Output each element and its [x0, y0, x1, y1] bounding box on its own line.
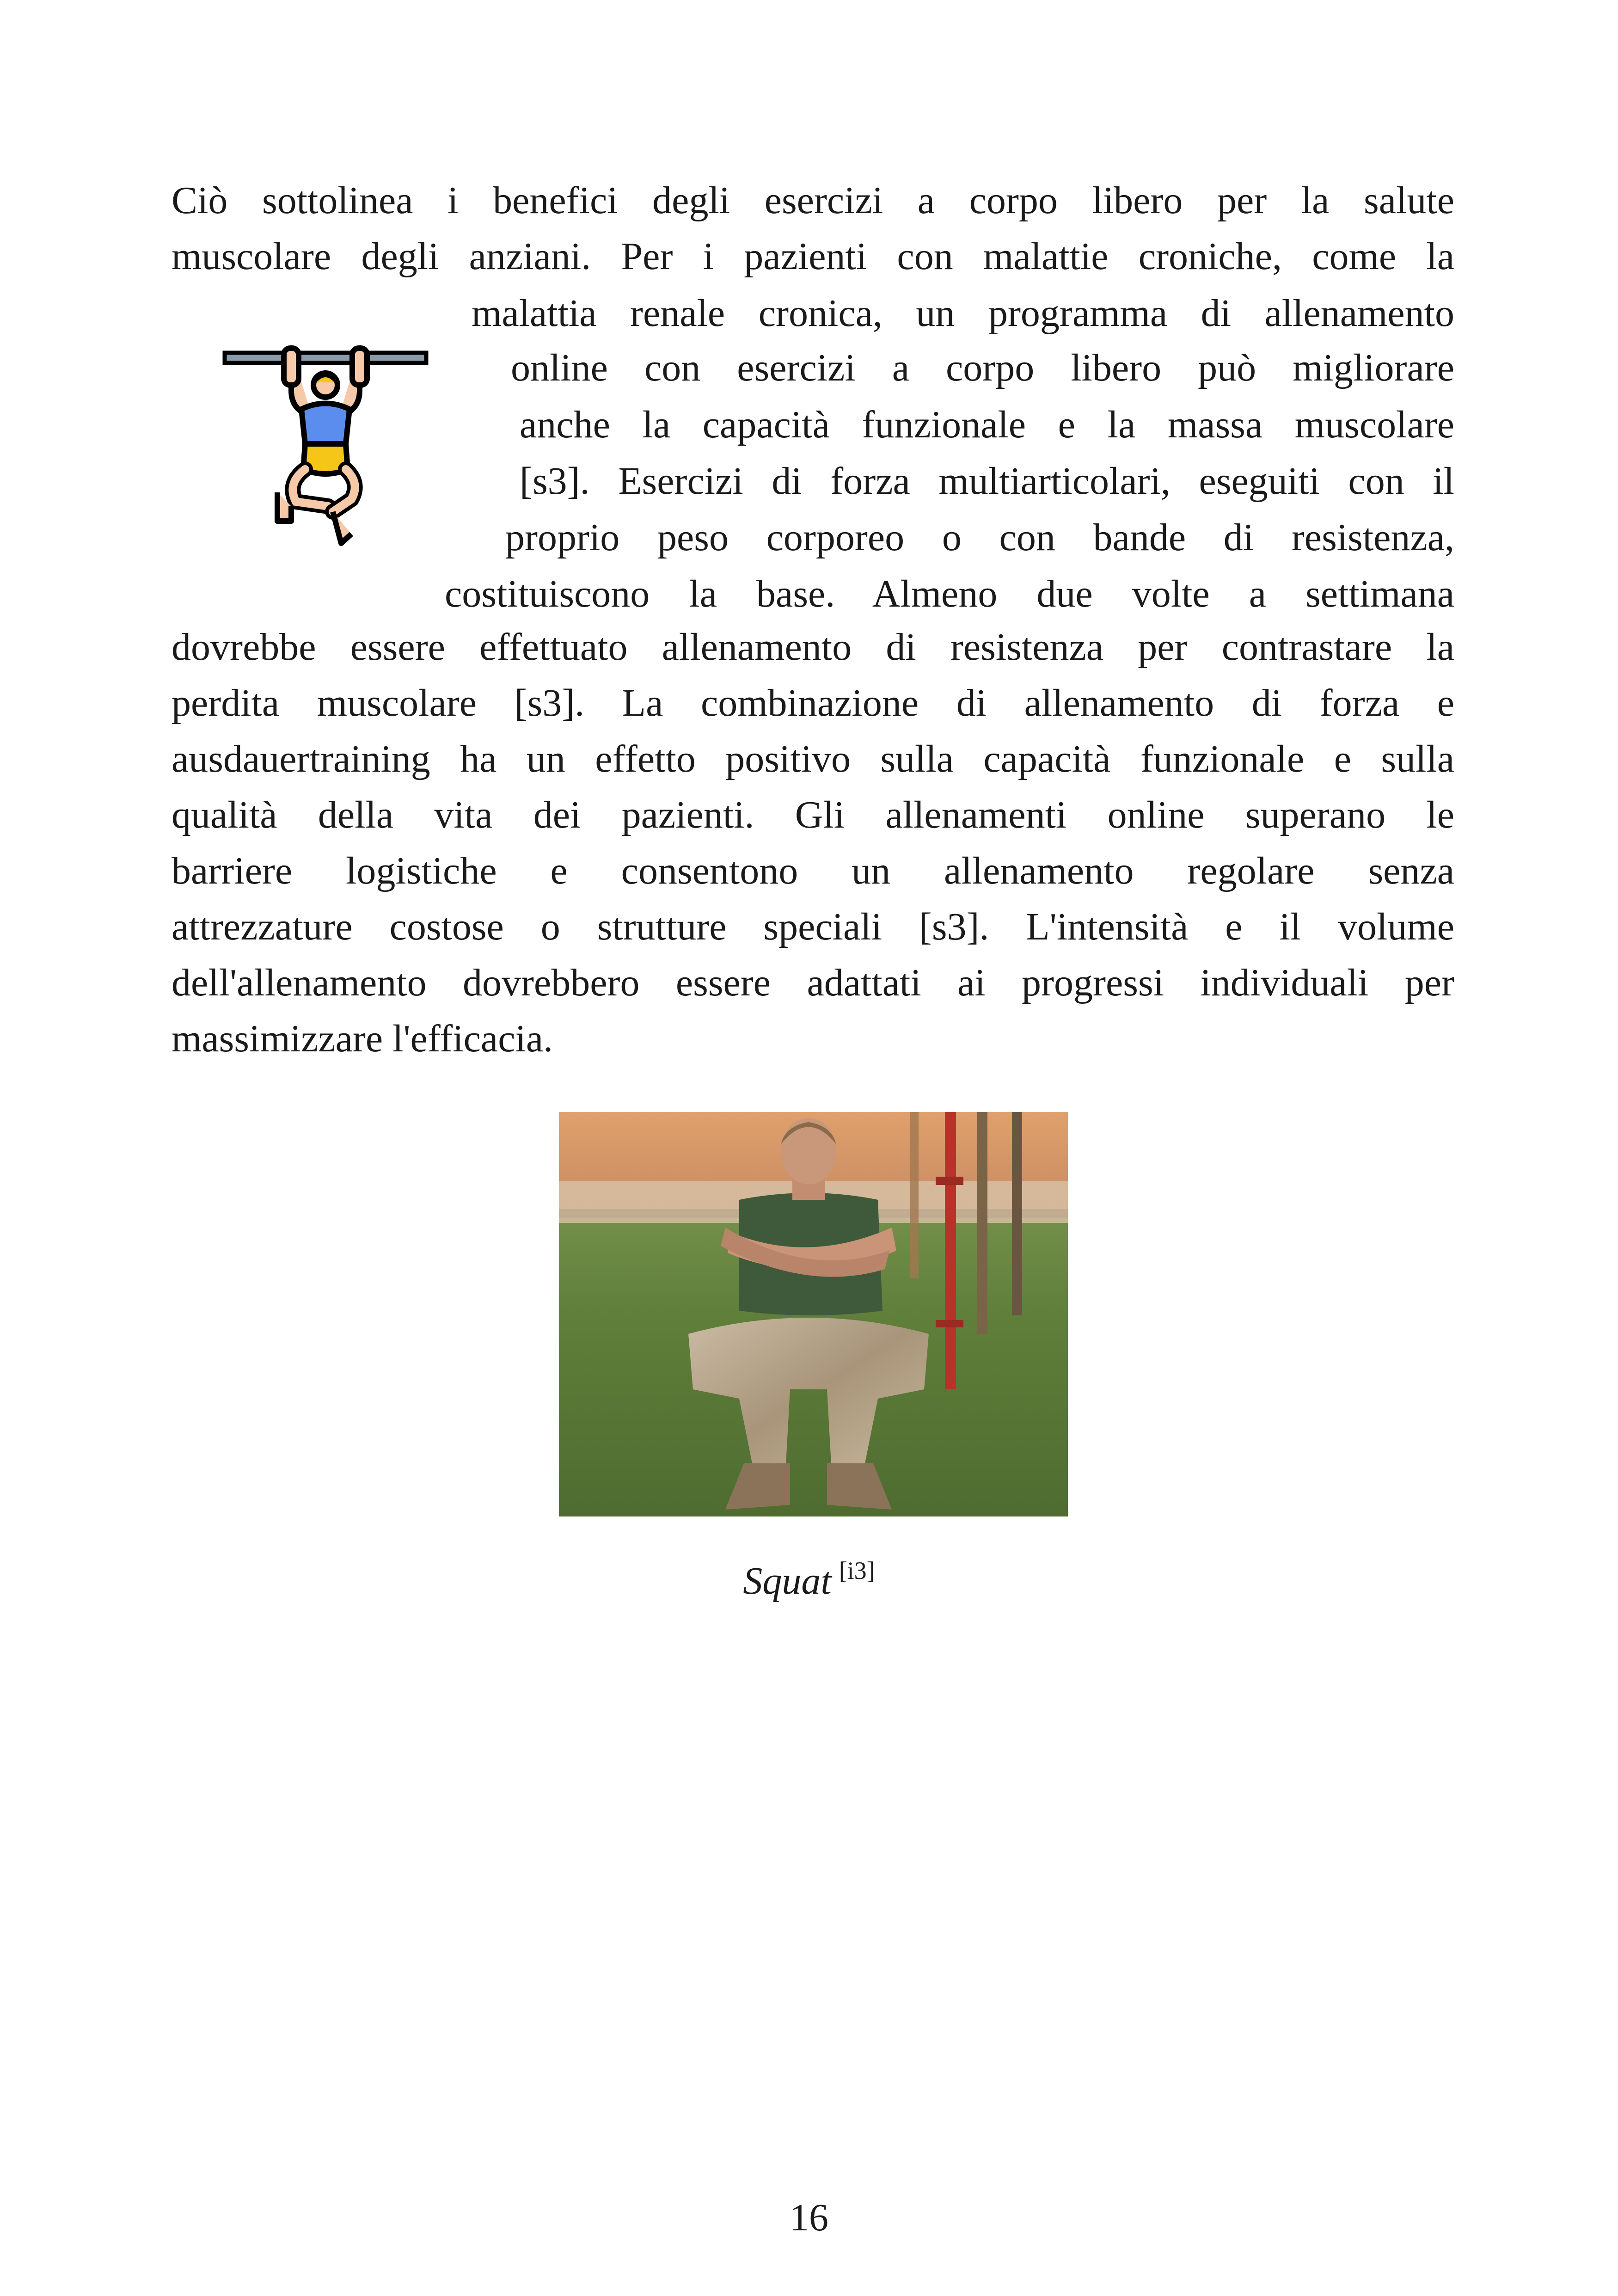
paragraph-line-1: Ciò sottolinea i benefici degli esercizi a corpo libero per la salute	[172, 179, 1454, 222]
paragraph-line-6: [s3]. Esercizi di forza multiarticolari, eseguiti con il	[520, 460, 1454, 503]
paragraph-line-8: costituiscono la base. Almeno due volte a settimana	[445, 572, 1454, 615]
paragraph-line-16: massimizzare l'efficacia.	[172, 1017, 553, 1060]
paragraph-line-12: qualità della vita dei pazienti. Gli allenamenti online superano le	[172, 793, 1454, 836]
squat-photo	[559, 1112, 1068, 1516]
figure-caption	[0, 1557, 1618, 1602]
paragraph-line-7: proprio peso corporeo o con bande di resistenza,	[505, 516, 1454, 559]
paragraph-line-15: dell'allenamento dovrebbero essere adattati ai progressi individuali per	[172, 961, 1454, 1004]
paragraph-line-2: muscolare degli anziani. Per i pazienti con malattie croniche, come la	[172, 235, 1454, 278]
pull-up-icon	[222, 340, 435, 553]
paragraph-line-13: barriere logistiche e consentono un allenamento regolare senza	[172, 849, 1454, 892]
paragraph-line-5: anche la capacità funzionale e la massa muscolare	[520, 403, 1454, 446]
caption-reference: [i3]	[839, 1557, 875, 1584]
paragraph-line-11: ausdauertraining ha un effetto positivo sulla capacità funzionale e sulla	[172, 737, 1454, 780]
caption-text: Squat	[743, 1559, 832, 1602]
paragraph-line-10: perdita muscolare [s3]. La combinazione di allenamento di forza e	[172, 681, 1454, 724]
paragraph-line-14: attrezzature costose o strutture speciali [s3]. L'intensità e il volume	[172, 905, 1454, 948]
paragraph-line-4: online con esercizi a corpo libero può migliorare	[511, 346, 1454, 389]
page-number: 16	[790, 2196, 828, 2239]
paragraph-line-3: malattia renale cronica, un programma di allenamento	[472, 292, 1454, 335]
paragraph-line-9: dovrebbe essere effettuato allenamento di resistenza per contrastare la	[172, 626, 1454, 669]
